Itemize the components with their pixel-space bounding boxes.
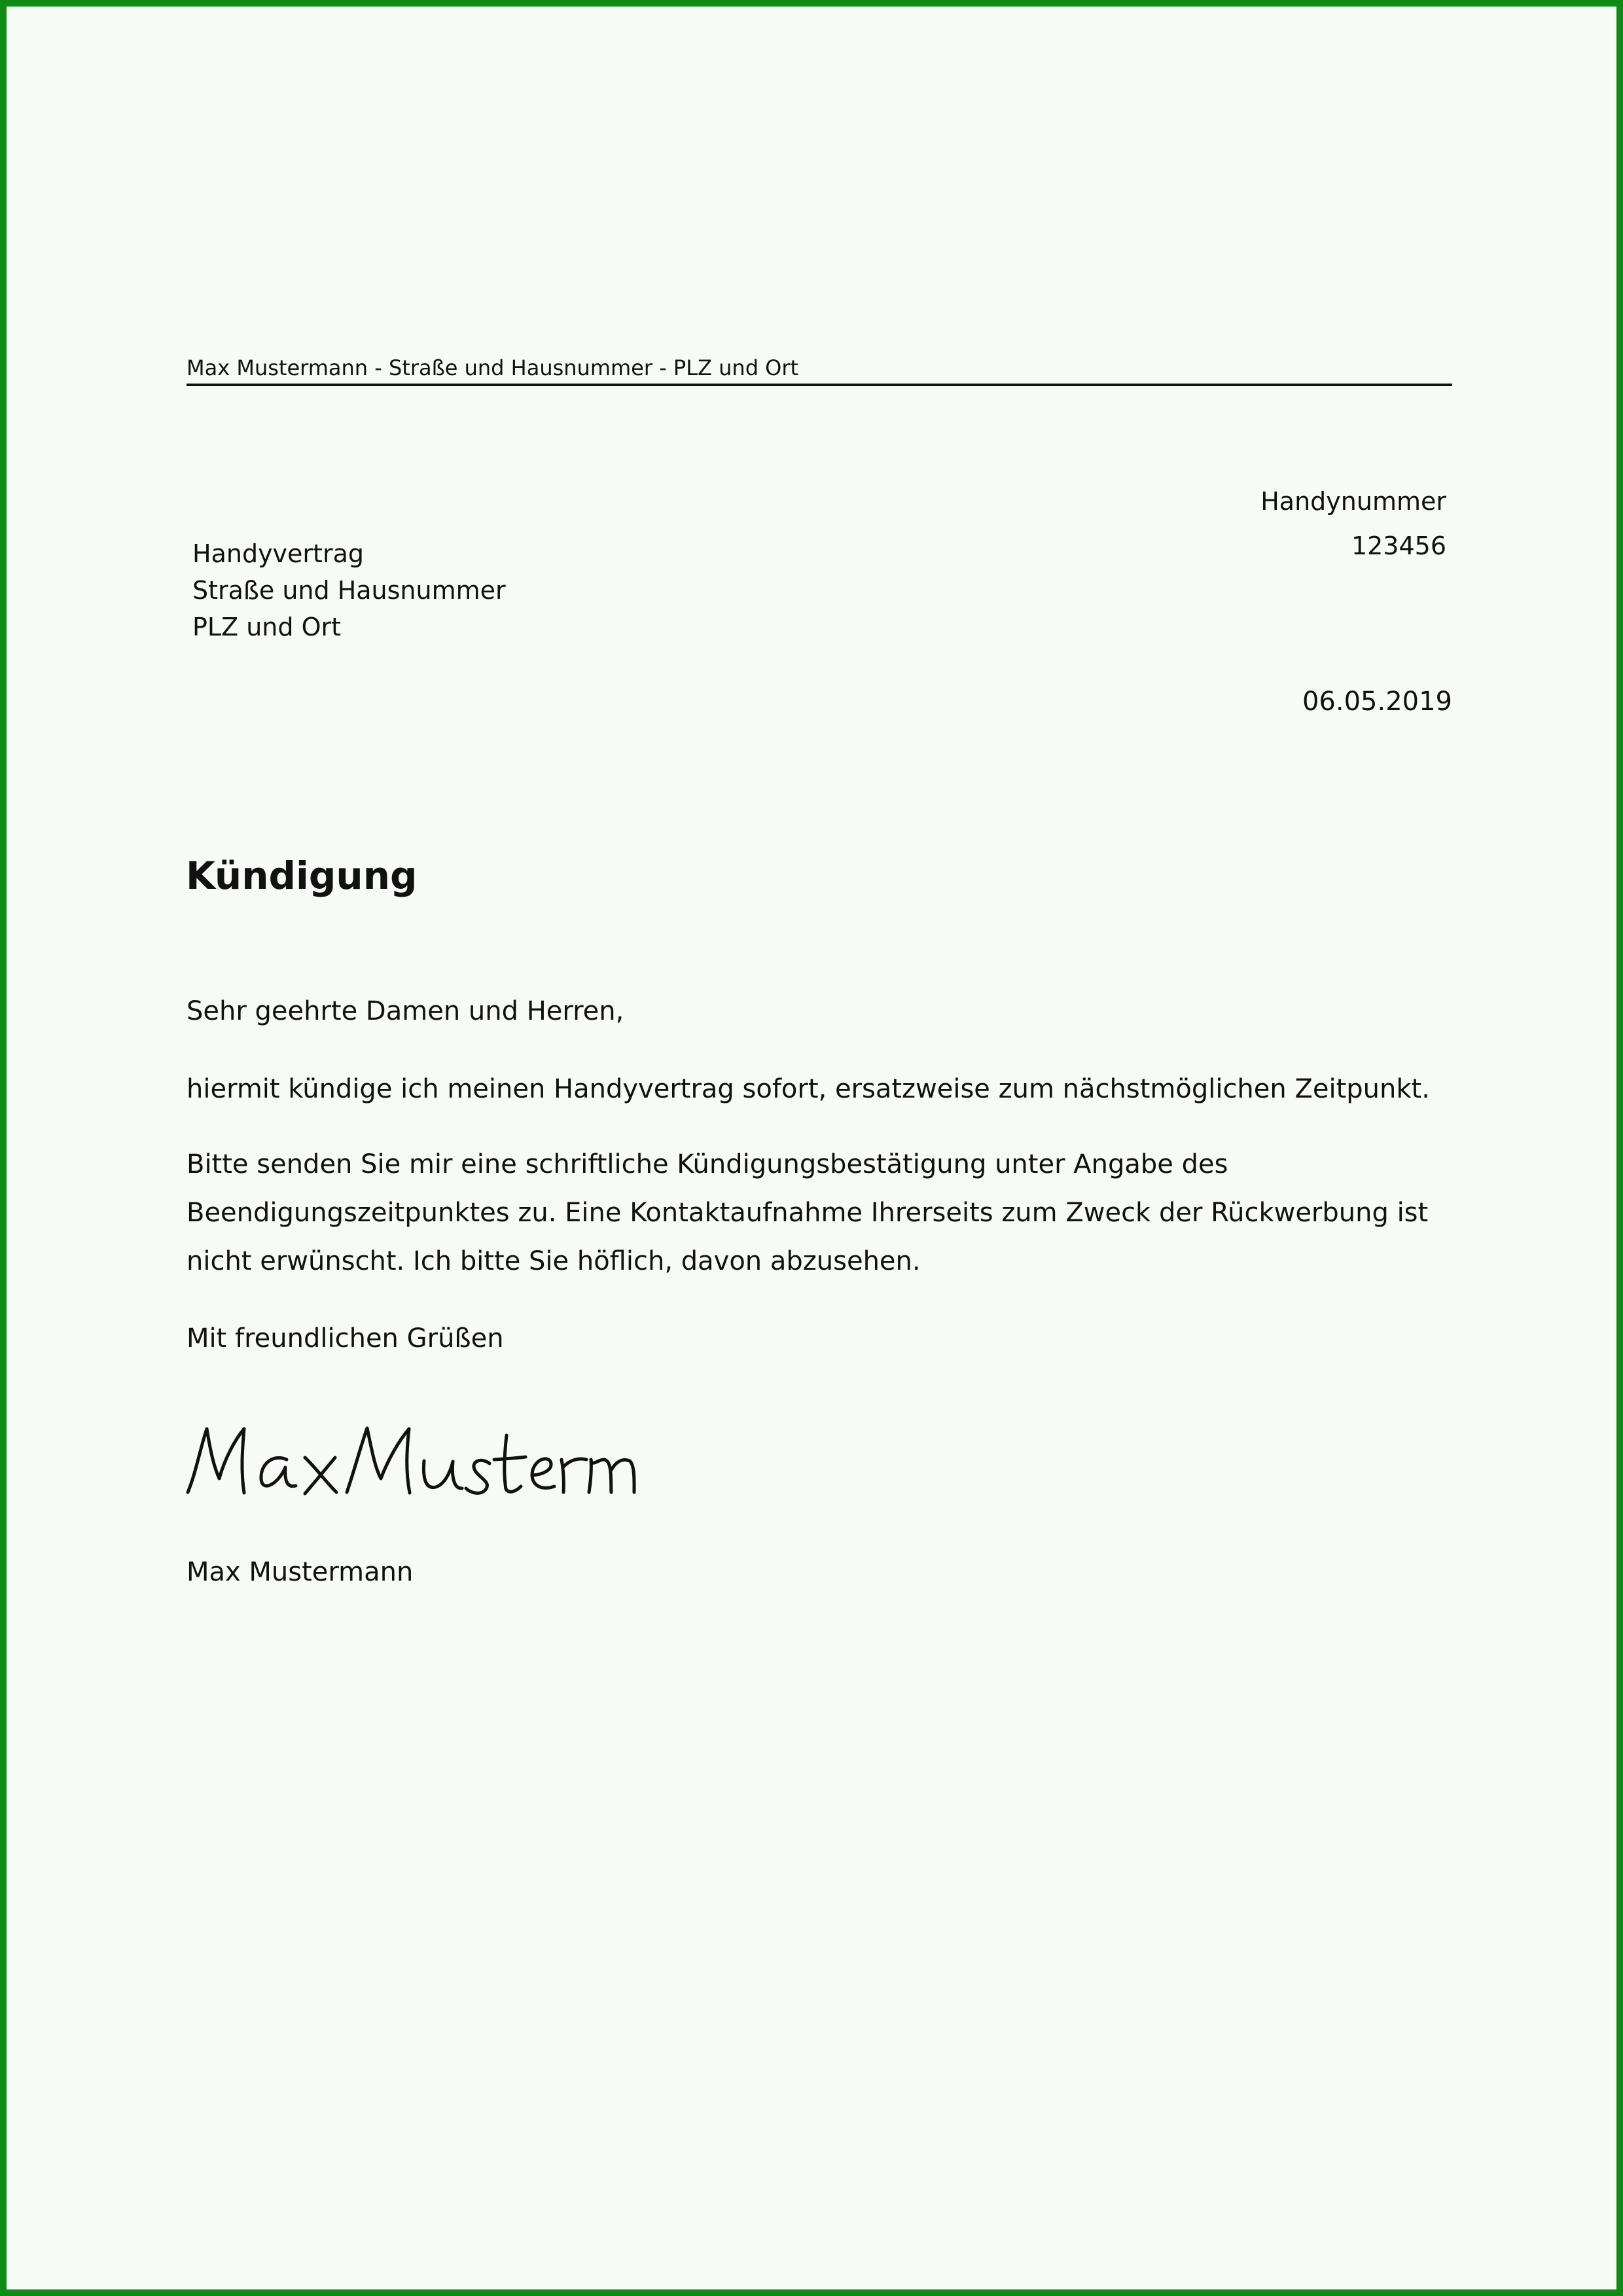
confirmation-paragraph: Bitte senden Sie mir eine schriftliche Kündigungsbestätigung unter Angabe des Beendigungszeitpunktes zu. Eine Kontaktaufnahme Ihrerseits zum Zweck der Rückwerbung ist nicht erwünscht. Ich bitte Sie höflich, davon abzusehen. [187,1149,1429,1276]
sender-address-line: Max Mustermann - Straße und Hausnummer - PLZ und Ort [187,355,799,380]
recipient-line-3: PLZ und Ort [192,613,341,641]
handwritten-signature [178,1412,636,1511]
phone-number-value: 123456 [1351,531,1446,560]
recipient-line-2: Straße und Hausnummer [192,576,506,605]
phone-number-label: Handynummer [1260,487,1446,516]
recipient-line-1: Handyvertrag [192,539,364,568]
letter-date: 06.05.2019 [1302,687,1452,717]
closing-greeting: Mit freundlichen Grüßen [187,1323,504,1354]
cancellation-paragraph: hiermit kündige ich meinen Handyvertrag sofort, ersatzweise zum nächstmöglichen Zeitpunkt. [187,1074,1430,1104]
contract-info [1132,479,1446,568]
sender-divider [187,384,1452,386]
recipient-address [192,535,506,645]
salutation: Sehr geehrte Damen und Herren, [187,996,624,1026]
signer-name: Max Mustermann [187,1557,414,1587]
subject-heading: Kündigung [186,853,418,898]
